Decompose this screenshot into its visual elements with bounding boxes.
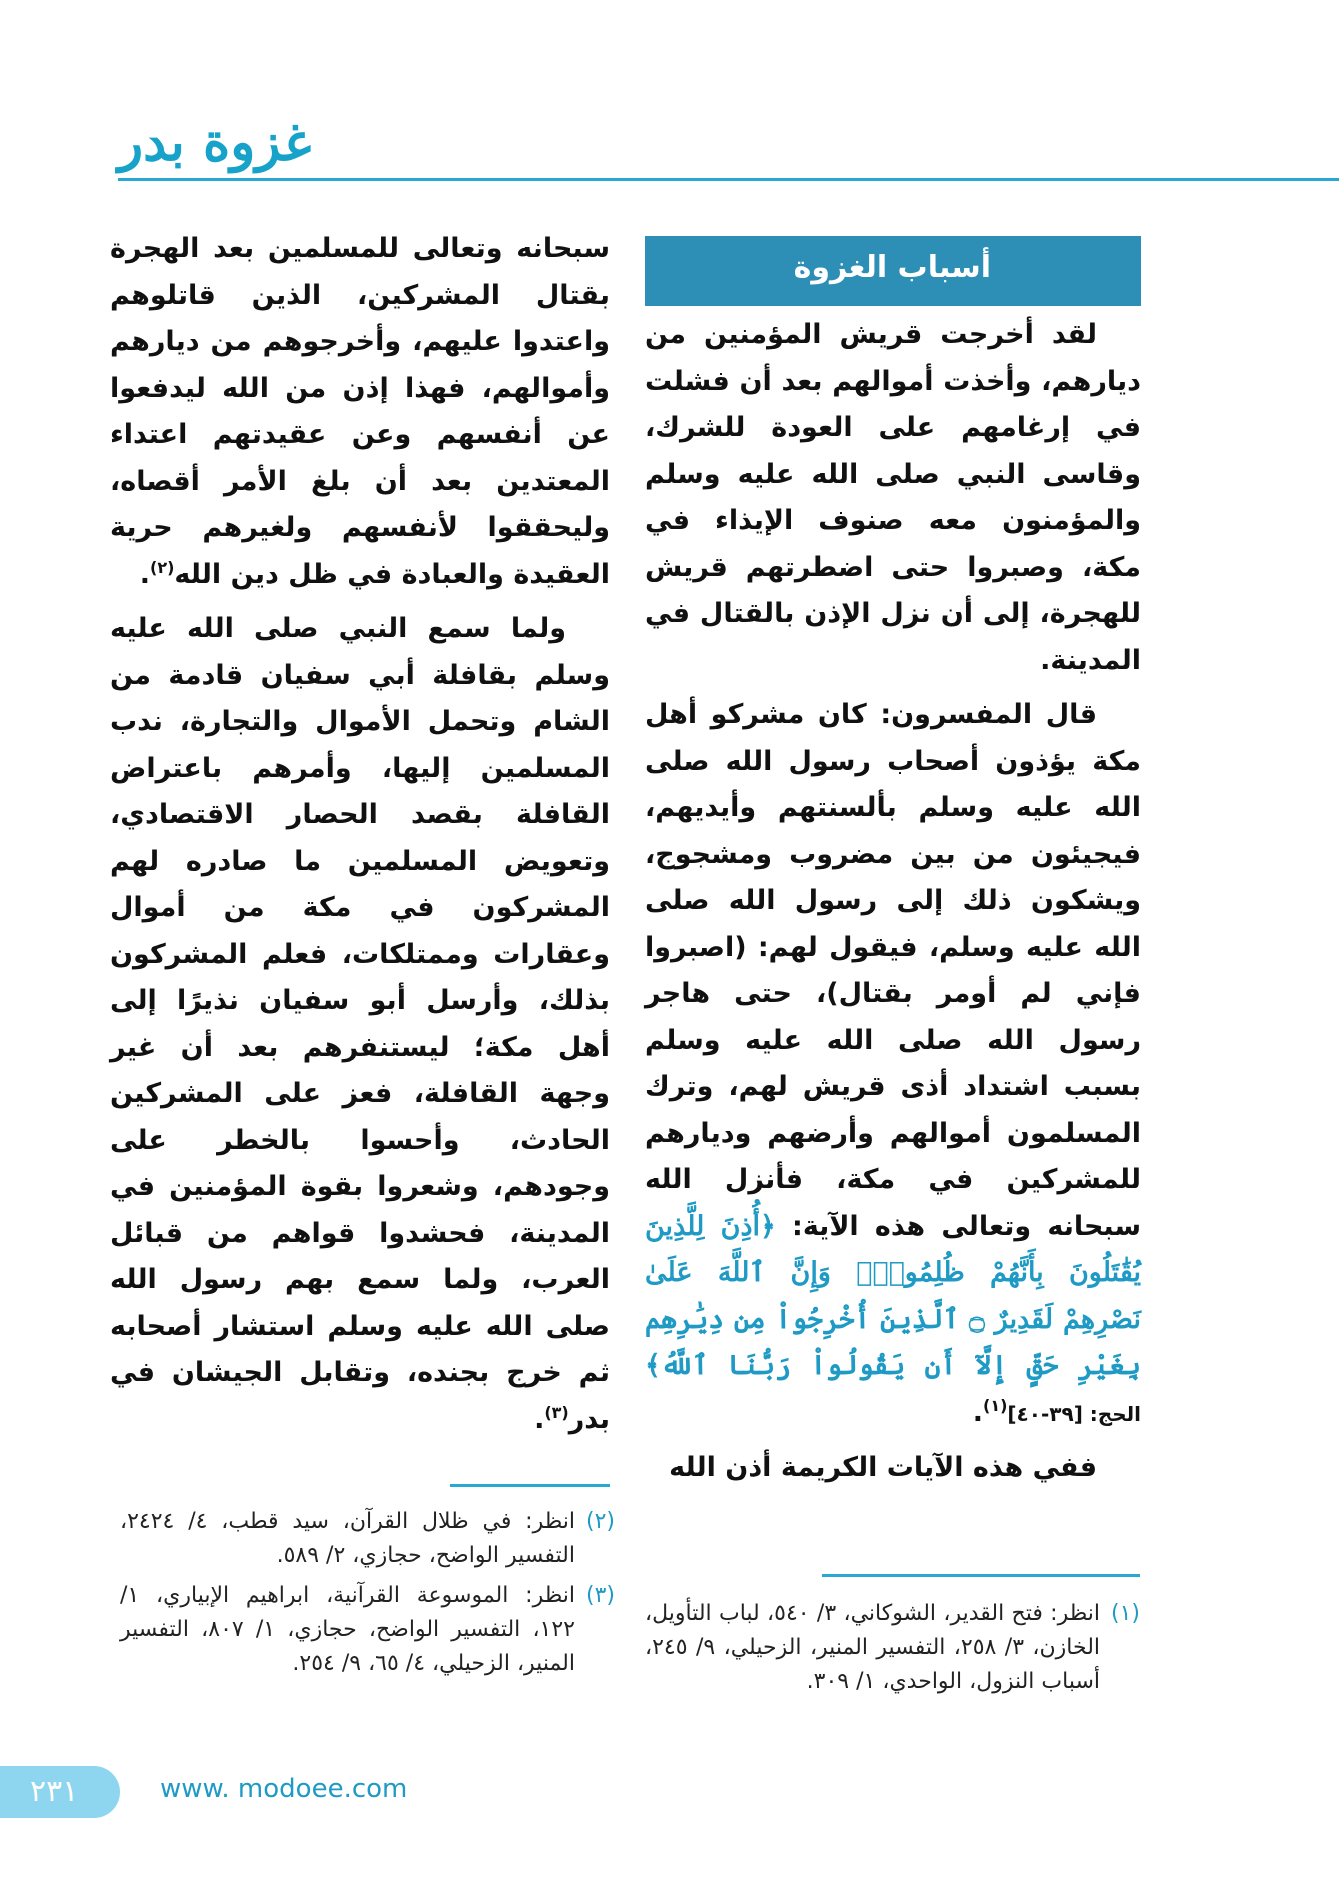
section-heading-bar	[645, 236, 1141, 306]
paragraph-text: ولما سمع النبي صلى الله عليه وسلم بقافلة أبي سفيان قادمة من الشام وتحمل الأموال والتجارة، ندب المسلمين إليها، وأمرهم باعتراض القافلة بقصد الحصار الاقتصادي، وتعويض المسلمين ما صادره لهم المشركون في مكة من أموال وعقارات وممتلكات، فعلم المشركون بذلك، وأرسل أبو سفيان نذيرًا إلى أهل مكة؛ ليستنفرهم بعد أن غير وجهة القافلة، فعز على المشركين الحادث، وأحسوا بالخطر على وجودهم، وشعروا بقوة المؤمنين في المدينة، فحشدوا قواهم من قبائل العرب، ولما سمع بهم رسول الله صلى الله عليه وسلم استشار أصحابه ثم خرج بجنده، وتقابل الجيشان في بدر	[110, 613, 610, 1435]
section-title: أسباب الغزوة	[793, 250, 991, 285]
footnote-divider	[822, 1574, 1140, 1577]
footnote-number: (١)	[1110, 1601, 1140, 1626]
quran-verse: ﴿أُذِنَ لِلَّذِينَ يُقَٰتَلُونَ بِأَنَّهُمْ ظُلِمُواْۚ وَإِنَّ ٱللَّهَ عَلَىٰ نَصْرِهِمْ لَقَدِيرٌ ۝ ٱلَّذِينَ أُخْرِجُواْ مِن دِيَٰرِهِم بِغَيْرِ حَقٍّ إِلَّآ أَن يَقُولُواْ رَبُّنَا ٱللَّهُ﴾	[645, 1210, 1141, 1381]
footnote	[120, 1579, 615, 1681]
footnote-number: (٢)	[585, 1509, 615, 1534]
footnote-number: (٣)	[585, 1583, 615, 1608]
paragraph-text: سبحانه وتعالى للمسلمين بعد الهجرة بقتال المشركين، الذين قاتلوهم واعتدوا عليهم، وأخرجوهم من ديارهم وأموالهم، فهذا إذن من الله ليدفعوا عن أنفسهم وعن عقيدتهم اعتداء المعتدين بعد أن بلغ الأمر أقصاه، وليحققوا لأنفسهم ولغيرهم حرية العقيدة والعبادة في ظل دين الله	[110, 233, 610, 590]
paragraph: سبحانه وتعالى للمسلمين بعد الهجرة بقتال المشركين، الذين قاتلوهم واعتدوا عليهم، وأخرجوهم من ديارهم وأموالهم، فهذا إذن من الله ليدفعوا عن أنفسهم وعن عقيدتهم اعتداء المعتدين بعد أن بلغ الأمر أقصاه، وليحققوا لأنفسهم ولغيرهم حرية العقيدة والعبادة في ظل دين الله$^{(٢)}$.	[110, 233, 610, 590]
quran-source: الحج: [٣٩-٤٠]	[1007, 1401, 1141, 1426]
footnote-text: انظر: في ظلال القرآن، سيد قطب، ٤/ ٢٤٢٤، التفسير الواضح، حجازي، ٢/ ٥٨٩.	[120, 1509, 575, 1568]
footnote-text: انظر: فتح القدير، الشوكاني، ٣/ ٥٤٠، لباب التأويل، الخازن، ٣/ ٢٥٨، التفسير المنير، الزحيلي، ٩/ ٢٤٥، أسباب النزول، الواحدي، ١/ ٣٠٩.	[645, 1601, 1101, 1694]
footnote-ref: (٢)	[150, 557, 175, 577]
paragraph-text: قال المفسرون: كان مشركو أهل مكة يؤذون أصحاب رسول الله صلى الله عليه وسلم بألسنتهم وأيديهم، فيجيئون من بين مضروب ومشجوج، ويشكون ذلك إلى رسول الله صلى الله عليه وسلم، فيقول لهم: (اصبروا فإني لم أومر بقتال)، حتى هاجر رسول الله صلى الله عليه وسلم بسبب اشتداد أذى قريش لهم، وترك المسلمون أموالهم وأرضهم وديارهم للمشركين في مكة، فأنزل الله سبحانه وتعالى هذه الآية:	[645, 699, 1142, 1242]
footnote	[120, 1505, 615, 1573]
footnote-ref: (٣)	[544, 1402, 569, 1422]
footnotes-right	[645, 1597, 1140, 1705]
footnote-ref: (١)	[983, 1395, 1008, 1415]
page-number: ٢٣١	[30, 1774, 79, 1809]
page-number-badge	[0, 1766, 120, 1818]
paragraph: ففي هذه الآيات الكريمة أذن الله	[669, 1452, 1097, 1483]
footnote	[645, 1597, 1140, 1699]
book-title: غزوة بدر	[118, 112, 312, 173]
header-divider	[118, 178, 1339, 181]
left-text-column	[110, 226, 610, 1451]
paragraph: قال المفسرون: كان مشركو أهل مكة يؤذون أصحاب رسول الله صلى الله عليه وسلم بألسنتهم وأيديهم، فيجيئون من بين مضروب ومشجوج، ويشكون ذلك إلى رسول الله صلى الله عليه وسلم، فيقول لهم: (اصبروا فإني لم أومر بقتال)، حتى هاجر رسول الله صلى الله عليه وسلم بسبب اشتداد أذى قريش لهم، وترك المسلمون أموالهم وأرضهم وديارهم للمشركين في مكة، فأنزل الله سبحانه وتعالى هذه الآية: ﴿أُذِنَ لِلَّذِينَ يُقَٰتَلُونَ بِأَنَّهُمْ ظُلِمُواْۚ وَإِنَّ ٱللَّهَ عَلَىٰ نَصْرِهِمْ لَقَدِيرٌ ۝ ٱلَّذِينَ أُخْرِجُواْ مِن دِيَٰرِهِم بِغَيْرِ حَقٍّ إِلَّآ أَن يَقُولُواْ رَبُّنَا ٱللَّهُ﴾ الحج: [٣٩-٤٠]$^{(١)}$.	[645, 699, 1142, 1428]
paragraph: ولما سمع النبي صلى الله عليه وسلم بقافلة أبي سفيان قادمة من الشام وتحمل الأموال والتجارة، ندب المسلمين إليها، وأمرهم باعتراض القافلة بقصد الحصار الاقتصادي، وتعويض المسلمين ما صادره لهم المشركون في مكة من أموال وعقارات وممتلكات، فعلم المشركون بذلك، وأرسل أبو سفيان نذيرًا إلى أهل مكة؛ ليستنفرهم بعد أن غير وجهة القافلة، فعز على المشركين الحادث، وأحسوا بالخطر على وجودهم، وشعروا بقوة المؤمنين في المدينة، فحشدوا قواهم من قبائل العرب، ولما سمع بهم رسول الله صلى الله عليه وسلم استشار أصحابه ثم خرج بجنده، وتقابل الجيشان في بدر$^{(٣)}$.	[110, 613, 610, 1435]
footnotes-left	[120, 1505, 615, 1687]
right-text-column	[645, 312, 1141, 1500]
footnote-divider	[450, 1484, 610, 1487]
footnote-text: انظر: الموسوعة القرآنية، ابراهيم الإبياري، ١/ ١٢٢، التفسير الواضح، حجازي، ١/ ٨٠٧، التفسير المنير، الزحيلي، ٤/ ٦٥، ٩/ ٢٥٤.	[120, 1583, 575, 1676]
website-link[interactable]: www. modoee.com	[160, 1774, 408, 1804]
paragraph: لقد أخرجت قريش المؤمنين من ديارهم، وأخذت أموالهم بعد أن فشلت في إرغامهم على العودة للشرك، وقاسى النبي صلى الله عليه وسلم والمؤمنون معه صنوف الإيذاء في مكة، وصبروا حتى اضطرتهم قريش للهجرة، إلى أن نزل الإذن بالقتال في المدينة.	[645, 319, 1141, 676]
